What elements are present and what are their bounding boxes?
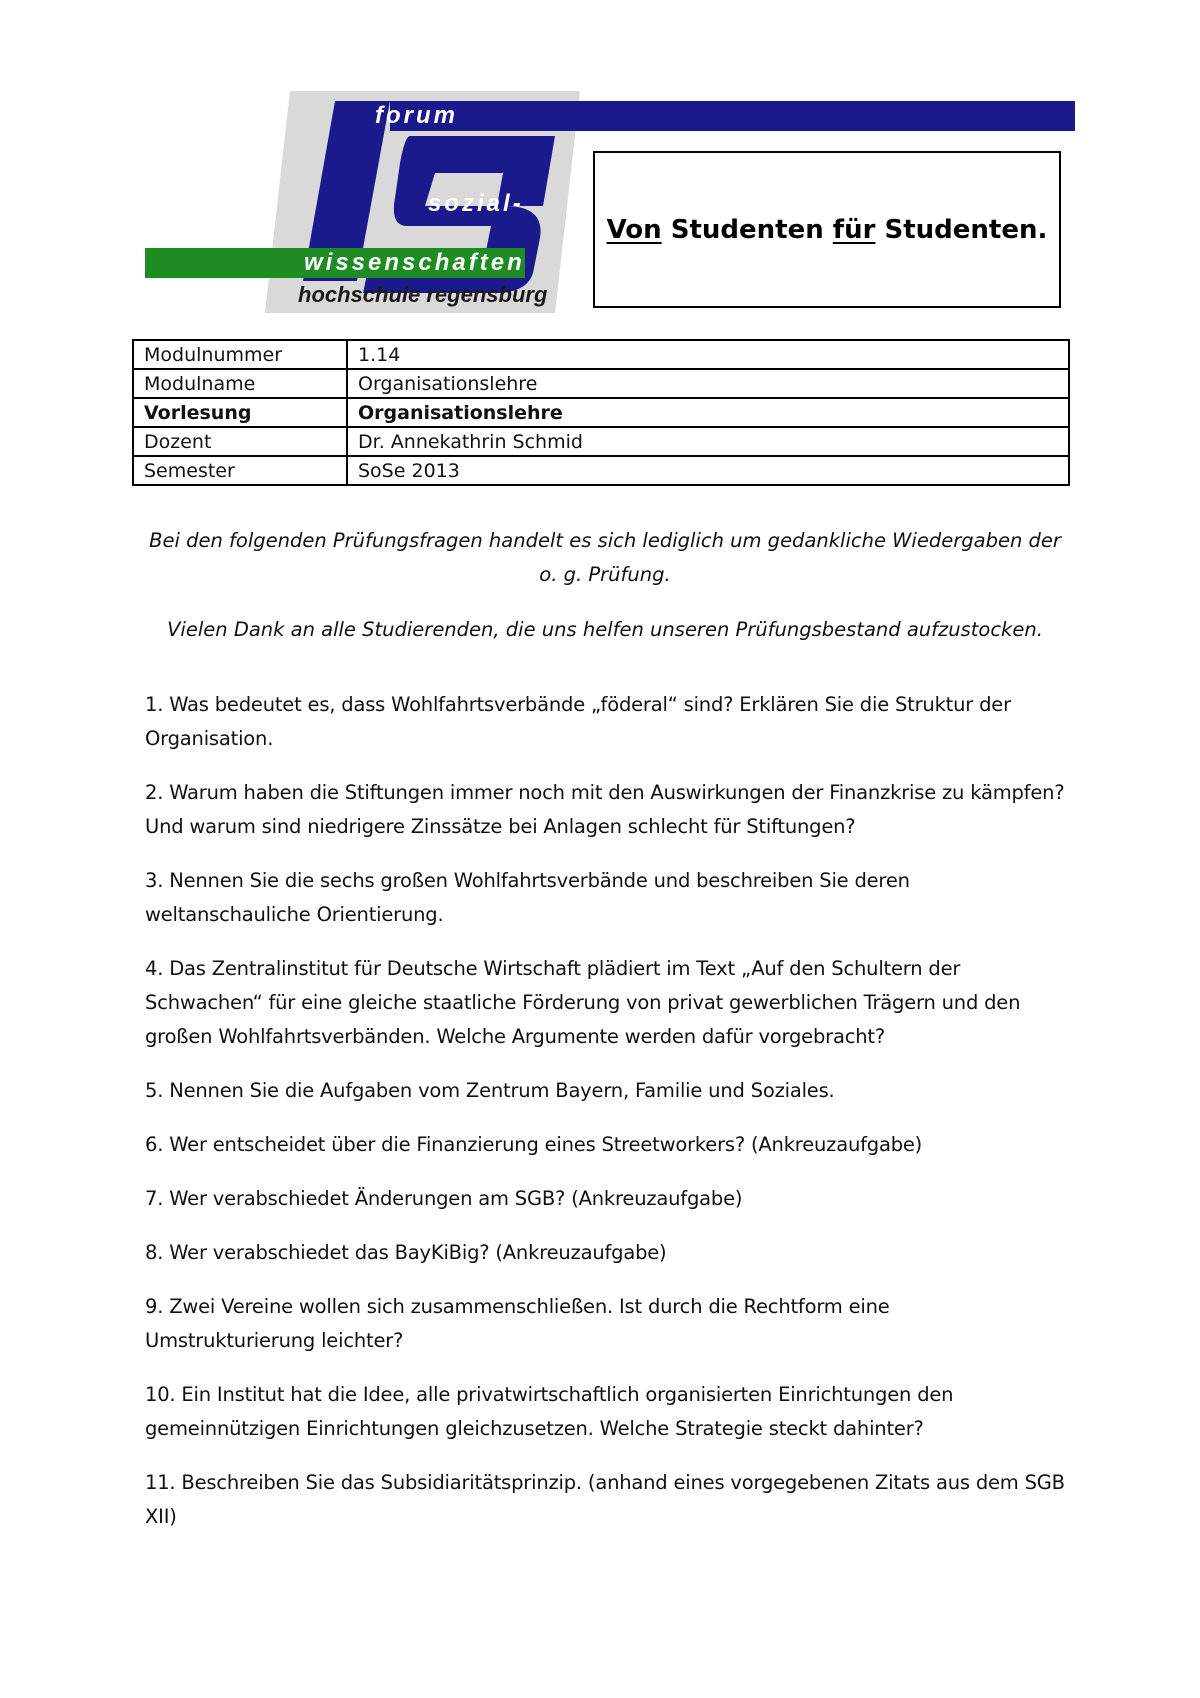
table-row [133, 369, 1069, 398]
question-item: 4. Das Zentralinstitut für Deutsche Wirtschaft plädiert im Text „Auf den Schultern der Schwachen“ für eine gleiche staatliche Förderung von privat gewerblichen Trägern und den großen Wohlfahrtsverbänden. Welche Argumente werden dafür vorgebracht? [145, 957, 1021, 1048]
table-key: Vorlesung [133, 398, 347, 427]
table-row [133, 398, 1069, 427]
question-item: 1. Was bedeutet es, dass Wohlfahrtsverbände „föderal“ sind? Erklären Sie die Struktur der Organisation. [145, 693, 1011, 750]
slogan-part-fuer: für [832, 214, 876, 245]
question-item: 8. Wer verabschiedet das BayKiBig? (Ankreuzaufgabe) [145, 1241, 667, 1264]
table-row [133, 456, 1069, 485]
question-item: 11. Beschreiben Sie das Subsidiaritätsprinzip. (anhand eines vorgegebenen Zitats aus dem SGB XII) [145, 1471, 1065, 1528]
question-item: 10. Ein Institut hat die Idee, alle privatwirtschaftlich organisierten Einrichtungen den gemeinnützigen Einrichtungen gleichzusetzen. Welche Strategie steckt dahinter? [145, 1383, 954, 1440]
slogan-part-studenten-end: Studenten. [884, 214, 1048, 245]
table-key: Modulname [133, 369, 347, 398]
slogan-text [607, 215, 1048, 245]
table-key: Semester [133, 456, 347, 485]
logo-word-forum: forum [375, 102, 458, 129]
question-list [145, 688, 1065, 1554]
table-value: 1.14 [347, 340, 1069, 369]
module-info-table [132, 339, 1070, 486]
table-value: SoSe 2013 [347, 456, 1069, 485]
slogan-part-studenten: Studenten [670, 214, 824, 245]
question-item: 6. Wer entscheidet über die Finanzierung eines Streetworkers? (Ankreuzaufgabe) [145, 1133, 923, 1156]
disclaimer-note: Bei den folgenden Prüfungsfragen handelt es sich lediglich um gedankliche Wiedergaben der o. g. Prüfung. [149, 529, 1061, 586]
slogan-box [593, 151, 1061, 308]
table-row [133, 340, 1069, 369]
question-item: 9. Zwei Vereine wollen sich zusammenschließen. Ist durch die Rechtform eine Umstrukturierung leichter? [145, 1295, 890, 1352]
question-item: 5. Nennen Sie die Aufgaben vom Zentrum Bayern, Familie und Soziales. [145, 1079, 835, 1102]
table-value: Dr. Annekathrin Schmid [347, 427, 1069, 456]
table-key: Dozent [133, 427, 347, 456]
question-item: 7. Wer verabschiedet Änderungen am SGB? (Ankreuzaufgabe) [145, 1187, 743, 1210]
table-row [133, 427, 1069, 456]
question-item: 2. Warum haben die Stiftungen immer noch mit den Auswirkungen der Finanzkrise zu kämpfen? Und warum sind niedrigere Zinssätze bei Anlagen schlecht für Stiftungen? [145, 781, 1065, 838]
logo-word-wissenschaften: wissenschaften [304, 249, 525, 276]
thanks-note: Vielen Dank an alle Studierenden, die uns helfen unseren Prüfungsbestand aufzustocken. [167, 618, 1043, 641]
logo-word-hochschule: hochschule regensburg [298, 282, 548, 307]
slogan-part-von: Von [606, 214, 662, 245]
table-value: Organisationslehre [347, 369, 1069, 398]
question-item: 3. Nennen Sie die sechs großen Wohlfahrtsverbände und beschreiben Sie deren weltanschauliche Orientierung. [145, 869, 910, 926]
logo-word-sozial: sozial- [428, 190, 524, 217]
table-key: Modulnummer [133, 340, 347, 369]
table-value: Organisationslehre [347, 398, 1069, 427]
